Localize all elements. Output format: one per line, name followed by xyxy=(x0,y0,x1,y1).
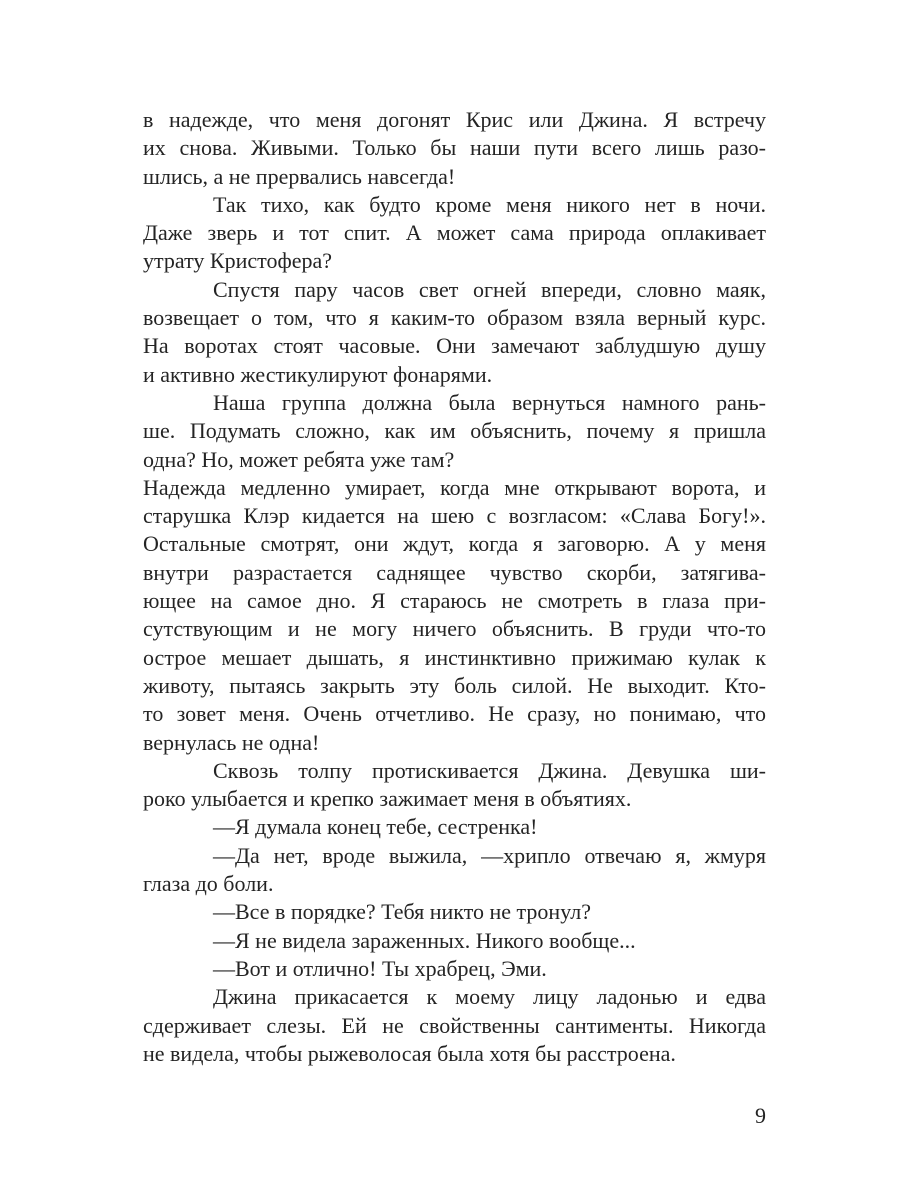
text-line: шлись, а не прервались навсегда! xyxy=(143,163,456,189)
text-line: Наша группа должна была вернуться намного рань- xyxy=(213,389,766,415)
text-line: утрату Кристофера? xyxy=(143,248,332,274)
page-number: 9 xyxy=(755,1103,766,1128)
text-line: Так тихо, как будто кроме меня никого нет в ночи. xyxy=(213,191,766,217)
text-line: ющее на самое дно. Я стараюсь не смотреть в глаза при- xyxy=(143,588,766,614)
text-line: —Я не видела зараженных. Никого вообще... xyxy=(213,927,636,953)
text-line: Надежда медленно умирает, когда мне открывают ворота, и xyxy=(143,474,766,500)
text-line: Сквозь толпу протискивается Джина. Девушка ши- xyxy=(213,757,766,783)
text-line: —Вот и отлично! Ты храбрец, Эми. xyxy=(213,955,547,981)
text-line: Даже зверь и тот спит. А может сама природа оплакивает xyxy=(143,220,766,246)
text-line: старушка Клэр кидается на шею с возгласом: «Слава Богу!». xyxy=(143,503,766,529)
text-line: не видела, чтобы рыжеволосая была хотя бы расстроена. xyxy=(143,1040,676,1066)
text-line: животу, пытаясь закрыть эту боль силой. Не выходит. Кто- xyxy=(143,672,766,698)
text-line: —Да нет, вроде выжила, —хрипло отвечаю я, жмуря xyxy=(213,842,766,868)
text-line: ше. Подумать сложно, как им объяснить, почему я пришла xyxy=(143,418,766,444)
text-line: внутри разрастается саднящее чувство скорби, затягива- xyxy=(143,559,766,585)
text-line: сдерживает слезы. Ей не свойственны сантименты. Никогда xyxy=(143,1012,766,1038)
text-line: и активно жестикулируют фонарями. xyxy=(143,361,493,387)
page-body-text xyxy=(143,106,766,1068)
text-line: одна? Но, может ребята уже там? xyxy=(143,446,455,472)
text-line: вернулась не одна! xyxy=(143,729,320,755)
text-line: их снова. Живыми. Только бы наши пути всего лишь разо- xyxy=(143,135,766,161)
text-line: —Все в порядке? Тебя никто не тронул? xyxy=(213,899,591,925)
text-line: роко улыбается и крепко зажимает меня в объятиях. xyxy=(143,786,632,812)
text-line: то зовет меня. Очень отчетливо. Не сразу, но понимаю, что xyxy=(143,701,766,727)
text-line: возвещает о том, что я каким-то образом взяла верный курс. xyxy=(143,305,766,331)
text-line: На воротах стоят часовые. Они замечают заблудшую душу xyxy=(143,333,766,359)
text-line: Джина прикасается к моему лицу ладонью и едва xyxy=(213,984,766,1010)
text-line: сутствующим и не могу ничего объяснить. В груди что-то xyxy=(143,616,766,642)
text-line: в надежде, что меня догонят Крис или Джина. Я встречу xyxy=(143,107,766,132)
text-line: Остальные смотрят, они ждут, когда я заговорю. А у меня xyxy=(143,531,766,557)
text-line: глаза до боли. xyxy=(143,871,274,897)
text-line: —Я думала конец тебе, сестренка! xyxy=(213,814,538,840)
text-line: Спустя пару часов свет огней впереди, словно маяк, xyxy=(213,276,766,302)
text-line: острое мешает дышать, я инстинктивно прижимаю кулак к xyxy=(143,644,766,670)
